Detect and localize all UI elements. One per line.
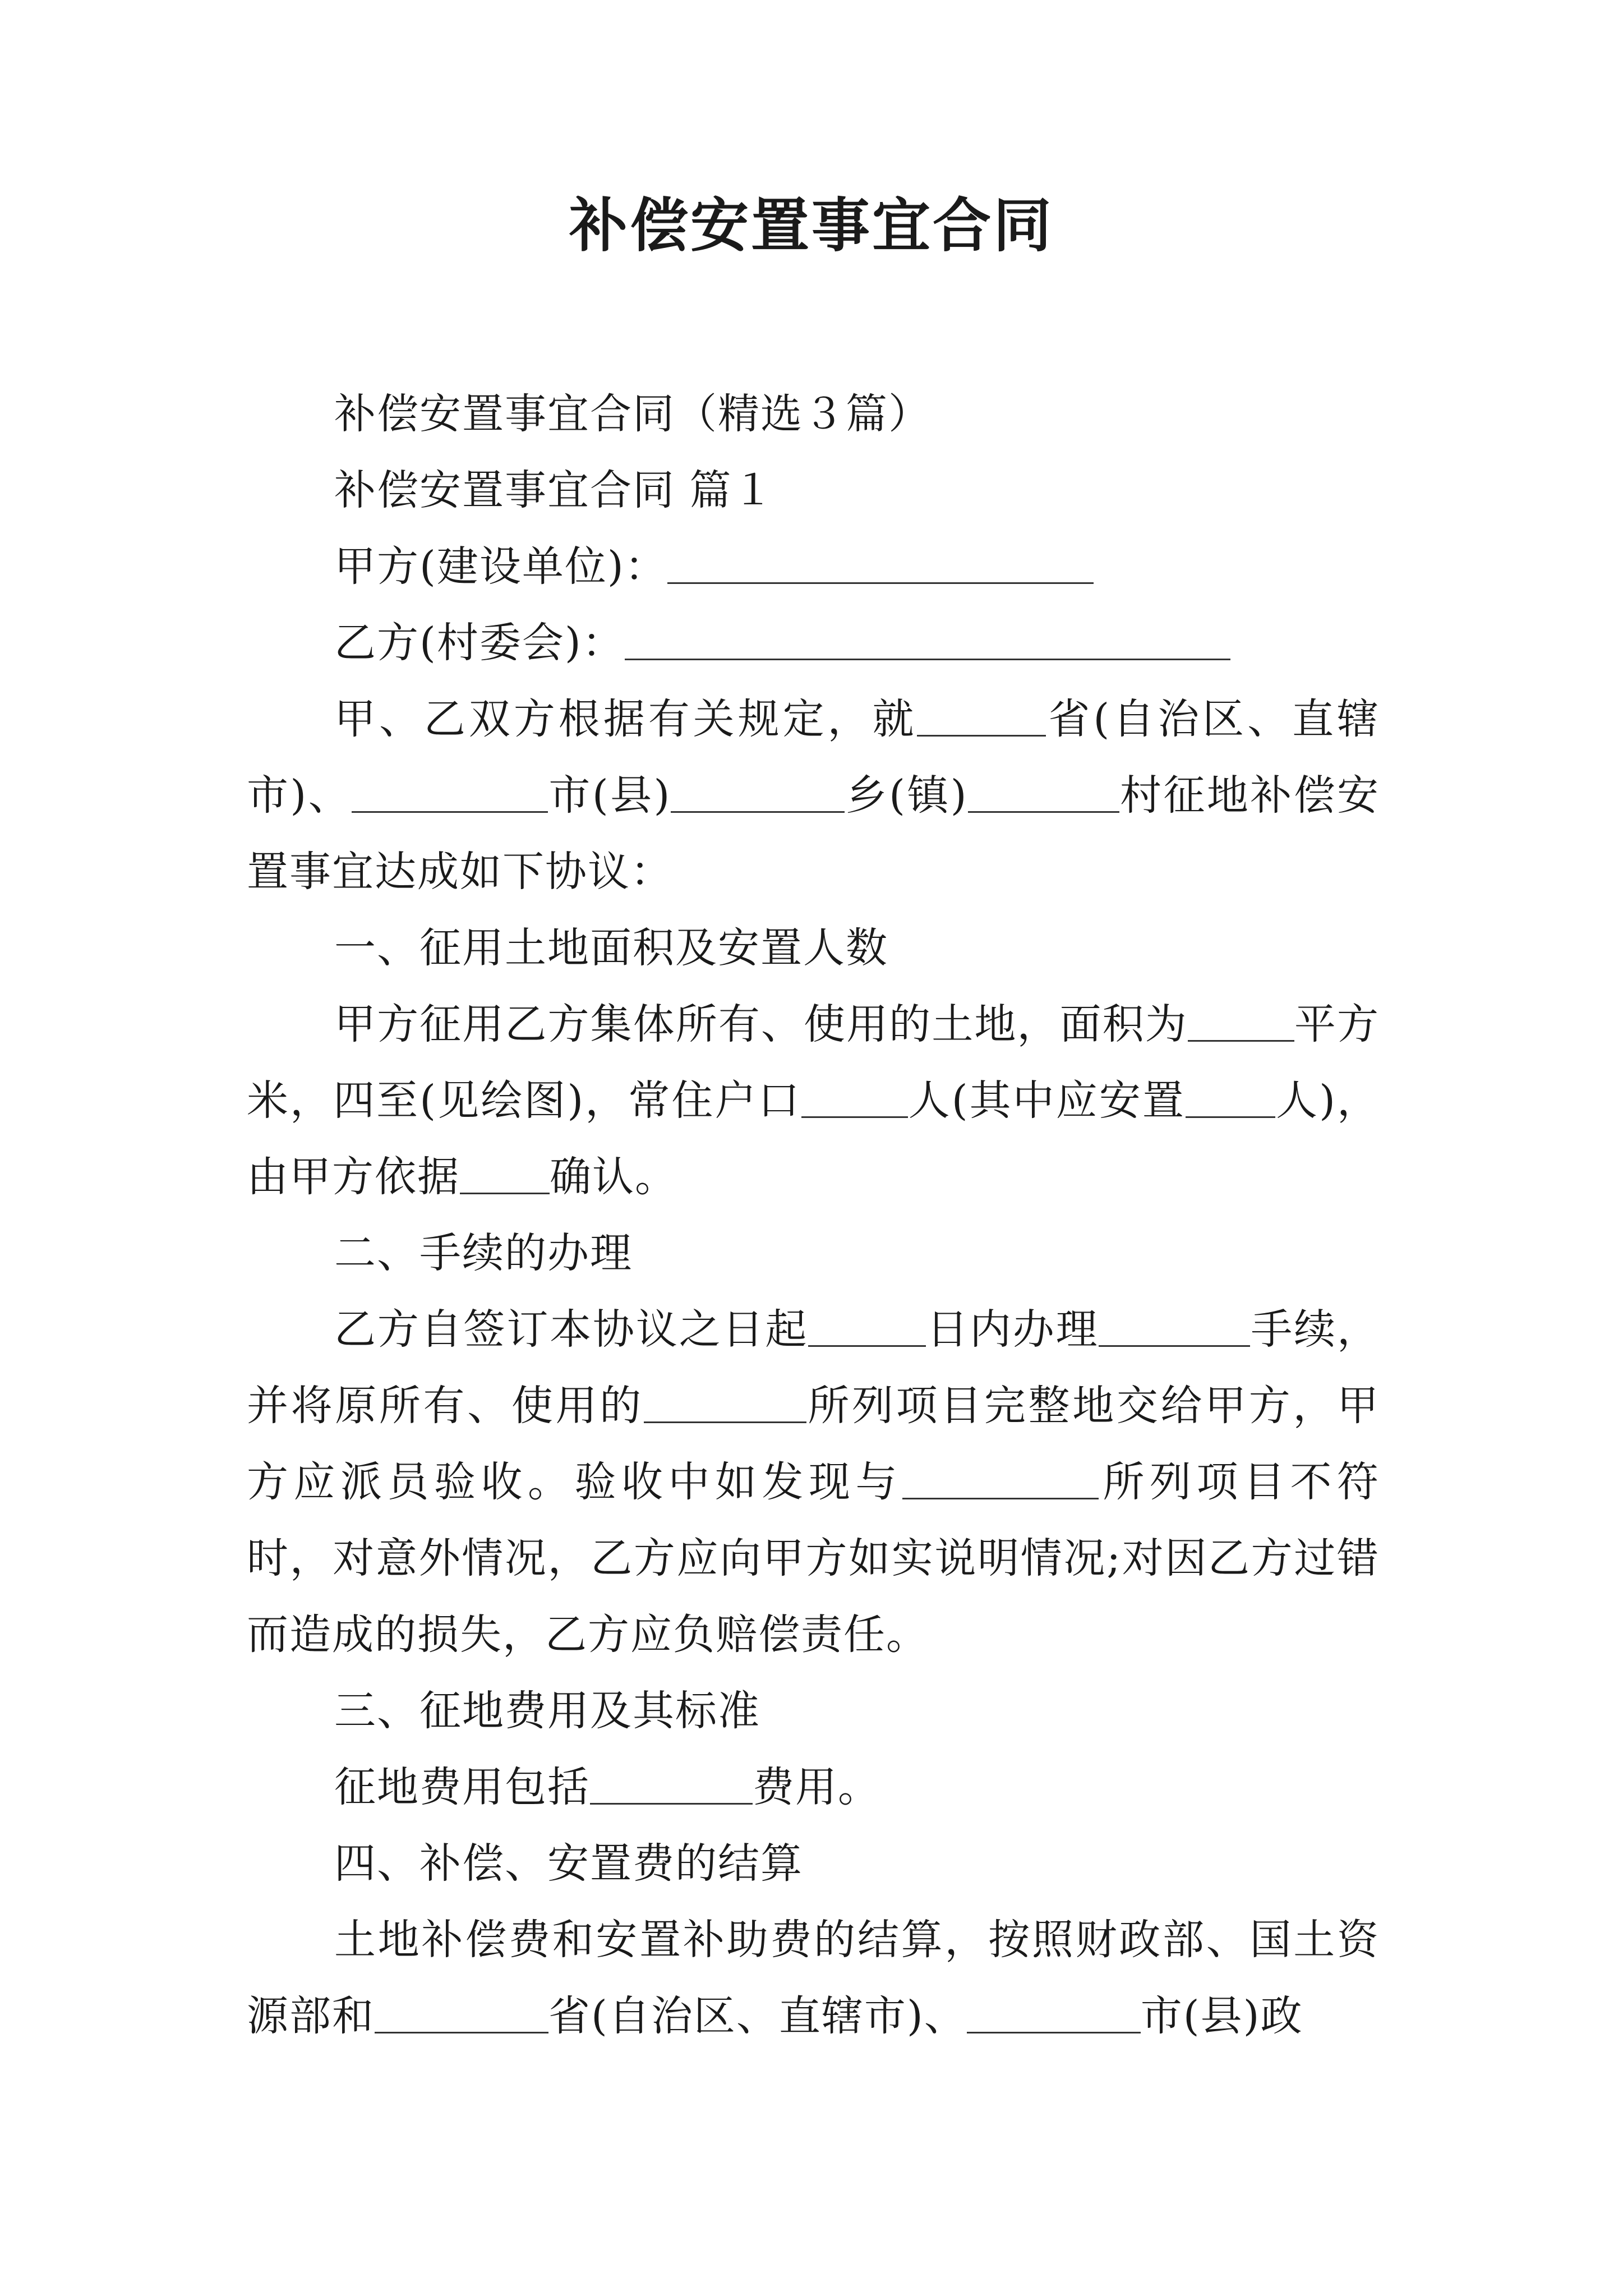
blank-field — [460, 1151, 550, 1194]
text-run: 费用。 — [753, 1763, 880, 1811]
blank-field — [1186, 1075, 1275, 1118]
text-run: 乡(镇) — [845, 771, 968, 820]
intro-paragraph — [247, 681, 1380, 910]
text-run: 征地费用包括 — [334, 1763, 590, 1811]
blank-field — [902, 1456, 1099, 1499]
document-body — [247, 376, 1380, 2054]
section-heading: 补偿安置事宜合同 篇１ — [334, 466, 775, 514]
blank-field — [1188, 999, 1294, 1042]
text-run: 村征地补偿安置事宜达成如下协议： — [247, 771, 1380, 896]
blank-field — [375, 1990, 548, 2033]
blank-field — [671, 770, 845, 813]
section-3-paragraph — [247, 1749, 1380, 1825]
section-1-paragraph — [247, 986, 1380, 1215]
text-run: 省(自治区、直辖市)、 — [548, 1992, 967, 2040]
text-run: 市(县) — [548, 771, 671, 820]
text-run: 平方米，四至(见绘图)，常住户口 — [247, 1000, 1380, 1125]
section-4-paragraph — [247, 1902, 1380, 2054]
text-run: 乙方自签订本协议之日起 — [334, 1305, 809, 1354]
text-run: 人(其中应安置 — [907, 1076, 1186, 1125]
party-b-line — [247, 605, 1380, 681]
blank-field — [590, 1761, 753, 1805]
text-run: 手续，并将原所有、使用的 — [247, 1305, 1380, 1430]
party-a-label: 甲方(建设单位)： — [334, 542, 667, 591]
section-2-paragraph — [247, 1291, 1380, 1673]
text-run: 所列项目完整地交给甲方，甲方应派员验收。验收中如发现与 — [247, 1382, 1380, 1506]
blank-field — [352, 770, 548, 813]
heading-2: 二、手续的办理 — [334, 1229, 633, 1277]
text-run: 土地补偿费和安置补助费的结算，按照财政部、国土资源部和 — [247, 1916, 1380, 2040]
blank-field — [644, 1380, 806, 1423]
document-title: 补偿安置事宜合同 — [569, 191, 1054, 260]
blank-field — [667, 541, 1094, 584]
heading-3: 三、征地费用及其标准 — [334, 1687, 760, 1735]
text-run: 确认。 — [550, 1153, 677, 1201]
blank-field — [967, 1990, 1141, 2033]
heading-1: 一、征用土地面积及安置人数 — [334, 924, 888, 972]
text-run: 日内办理 — [926, 1305, 1099, 1354]
blank-field — [625, 617, 1230, 660]
blank-field — [808, 1304, 926, 1347]
blank-field — [917, 693, 1046, 737]
text-run: 所列项目不符时，对意外情况，乙方应向甲方如实说明情况;对因乙方过错而造成的损失，乙方应负赔偿责任。 — [247, 1458, 1380, 1659]
blank-field — [1099, 1304, 1250, 1347]
blank-field — [968, 770, 1119, 813]
blank-field — [801, 1075, 908, 1118]
text-run: 甲方征用乙方集体所有、使用的土地，面积为 — [334, 1000, 1188, 1048]
text-run: 省(自治区、直辖市)、 — [247, 695, 1380, 820]
text-run: 人)，由甲方依据 — [247, 1076, 1380, 1201]
party-a-line — [247, 528, 1380, 605]
text-run: 甲、乙双方根据有关规定，就 — [334, 695, 917, 743]
party-b-label: 乙方(村委会)： — [334, 619, 625, 667]
heading-4: 四、补偿、安置费的结算 — [334, 1839, 803, 1888]
text-run: 市(县)政 — [1140, 1992, 1303, 2040]
subtitle: 补偿安置事宜合同（精选３篇） — [334, 390, 931, 438]
